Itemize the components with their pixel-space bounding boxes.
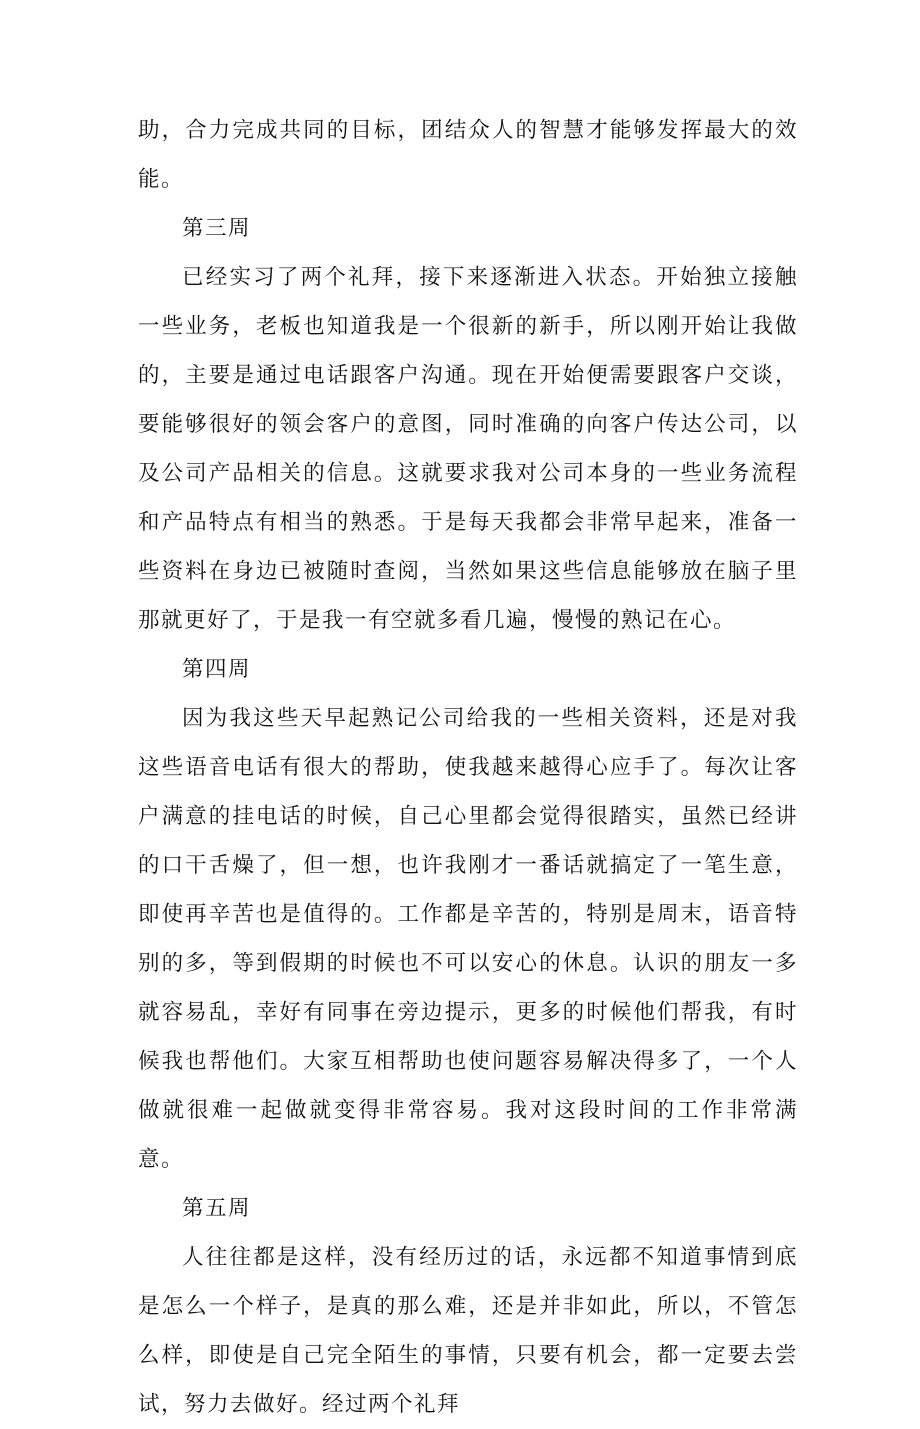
paragraph-week-5: 人往往都是这样，没有经历过的话，永远都不知道事情到底是怎么一个样子，是真的那么难，还是并非如此，所以，不管怎么样，即使是自己完全陌生的事情，只要有机会，都一定要去尝试，努力去做好。经过两个礼拜 (138, 1245, 798, 1417)
paragraph-continued: 助，合力完成共同的目标，团结众人的智慧才能够发挥最大的效能。 (138, 118, 798, 192)
paragraph-week-4: 因为我这些天早起熟记公司给我的一些相关资料，还是对我这些语音电话有很大的帮助，使我越来越得心应手了。每次让客户满意的挂电话的时候，自己心里都会觉得很踏实，虽然已经讲的口干舌燥了，但一想，也许我刚才一番话就搞定了一笔生意，即使再辛苦也是值得的。工作都是辛苦的，特别是周末，语音特别的多，等到假期的时候也不可以安心的休息。认识的朋友一多就容易乱，幸好有同事在旁边提示，更多的时候他们帮我，有时候我也帮他们。大家互相帮助也使问题容易解决得多了，一个人做就很难一起做就变得非常容易。我对这段时间的工作非常满意。 (138, 706, 798, 1172)
section-heading-week-4: 第四周 (182, 657, 252, 682)
section-heading-week-3: 第三周 (182, 216, 252, 241)
paragraph-week-3: 已经实习了两个礼拜，接下来逐渐进入状态。开始独立接触一些业务，老板也知道我是一个很新的新手，所以刚开始让我做的，主要是通过电话跟客户沟通。现在开始便需要跟客户交谈，要能够很好的领会客户的意图，同时准确的向客户传达公司，以及公司产品相关的信息。这就要求我对公司本身的一些业务流程和产品特点有相当的熟悉。于是每天我都会非常早起来，准备一些资料在身边已被随时查阅，当然如果这些信息能够放在脑子里那就更好了，于是我一有空就多看几遍，慢慢的熟记在心。 (138, 265, 798, 633)
section-heading-week-5: 第五周 (182, 1196, 252, 1221)
document-body (138, 106, 798, 1429)
